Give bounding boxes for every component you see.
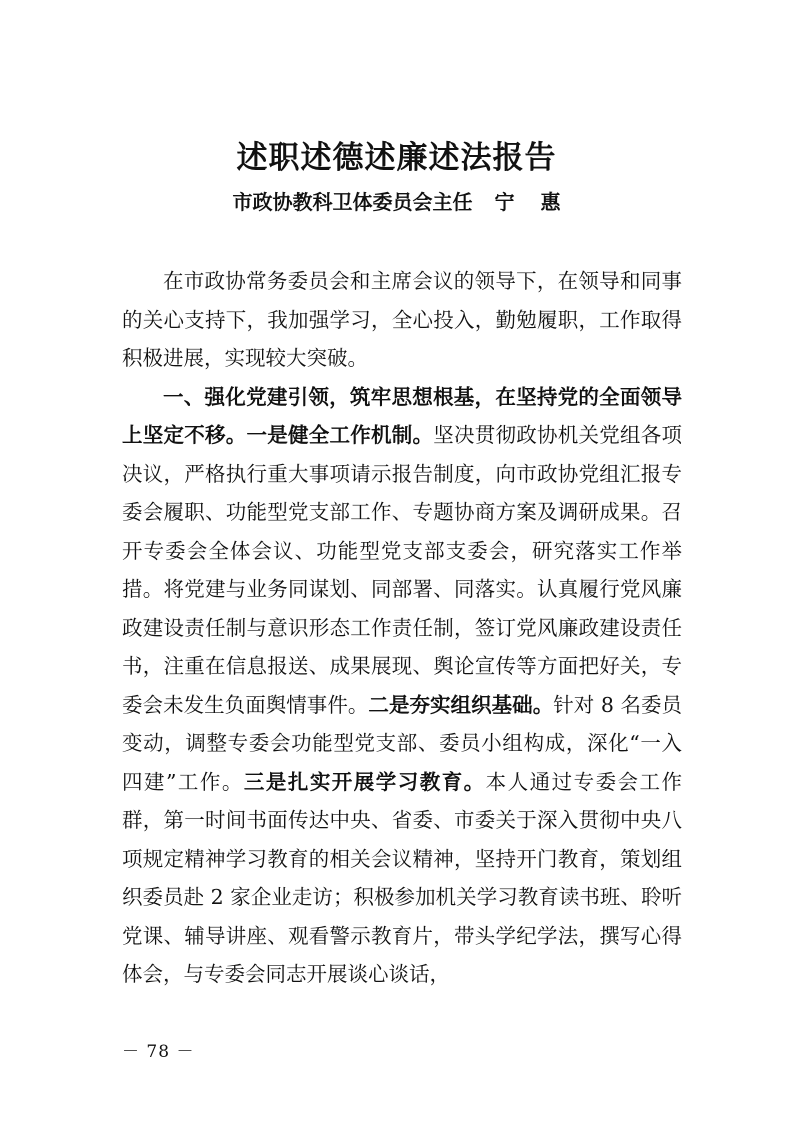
point-two-text: 针对 8 名委员变动，调整专委会功能型党支部、委员小组构成，深化“一入四建”工作。 [122,692,683,794]
point-three-text: 本人通过专委会工作群，第一时间书面传达中央、省委、市委关于深入贯彻中央八项规定精神学习教育的相关会议精神，坚持开门教育，策划组织委员赴 2 家企业走访；积极参加机关学习教育读书班、聆听党课、辅导讲座、观看警示教育片，带头学纪学法，撰写心得体会，与专委会同志开展谈心谈话， [122,769,683,986]
point-one-text: 坚决贯彻政协机关党组各项决议，严格执行重大事项请示报告制度，向市政协党组汇报专委会履职、功能型党支部工作、专题协商方案及调研成果。召开专委会全体会议、功能型党支部支委会，研究落实工作举措。将党建与业务同谋划、同部署、同落实。认真履行党风廉政建设责任制与意识形态工作责任制，签订党风廉政建设责任书，注重在信息报送、成果展现、舆论宣传等方面把好关，专委会未发生负面舆情事件。 [122,423,682,717]
page-number: － 78 － [122,1042,195,1062]
author-position: 市政协教科卫体委员会主任 [232,190,473,214]
point-two-title: 二是夯实组织基础。 [368,692,554,717]
report-body [122,262,682,994]
author-given-name: 宁 [494,190,515,214]
section-one-heading: 一、强化党建引领，筑牢思想根基，在坚持党的全面领导上坚定不移。 [122,384,682,447]
report-title: 述职述德述廉述法报告 [236,140,557,176]
section-one-paragraph [122,378,682,994]
point-one-title: 一是健全工作机制。 [246,423,434,447]
author-name-second-char: 惠 [540,190,561,214]
report-subtitle [0,188,793,216]
intro-paragraph: 在市政协常务委员会和主席会议的领导下，在领导和同事的关心支持下，我加强学习，全心投入，勤勉履职，工作取得积极进展，实现较大突破。 [122,269,682,370]
point-three-title: 三是扎实开展学习教育。 [243,769,486,794]
